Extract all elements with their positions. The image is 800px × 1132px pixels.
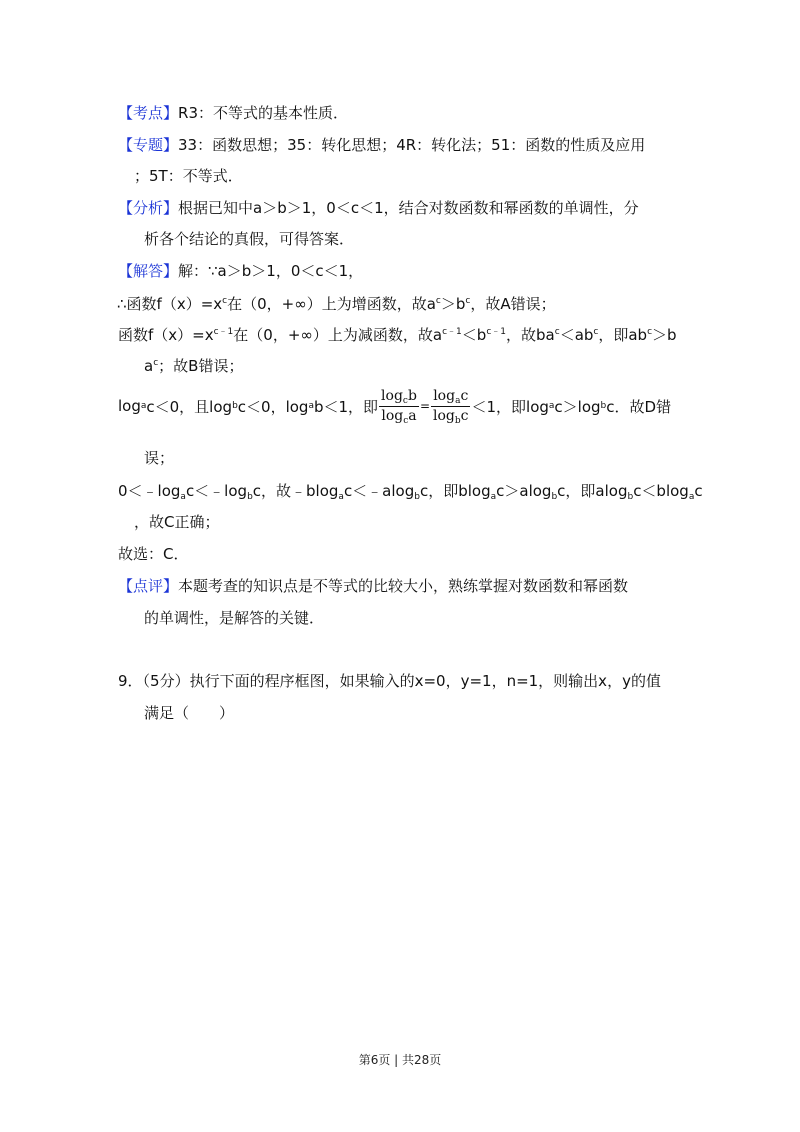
text-segment: c，故﹣blog [252, 482, 339, 500]
fenxi-line-2 [144, 229, 354, 249]
superscript: c [435, 296, 441, 306]
fraction-2-denominator [431, 407, 470, 425]
text-segment: ，故C正确； [134, 513, 220, 531]
fraction-1-denominator [379, 407, 419, 425]
subscript: b [454, 415, 461, 426]
text-segment: b [407, 387, 417, 404]
subscript: a [180, 492, 186, 502]
subscript: b [551, 492, 558, 502]
text-segment: log [433, 407, 455, 424]
text-segment: ，即ab [598, 326, 648, 344]
text-segment: ，故ba [506, 326, 555, 344]
dianping-line-2 [144, 608, 324, 628]
zhuanti-line-2 [134, 166, 243, 186]
text-segment: c．故D错 [606, 397, 672, 416]
fraction-1-numerator [379, 388, 419, 407]
question-9-text-2: 满足（ ） [144, 704, 235, 722]
fraction-2-numerator [431, 388, 470, 407]
text-segment: ；故B错误； [158, 357, 244, 375]
question-9-line-2 [144, 703, 234, 723]
solution-line-2 [118, 325, 677, 345]
superscript: c [554, 327, 560, 337]
text-segment: c＜0，log [237, 397, 309, 416]
text-segment: ＜ab [559, 326, 594, 344]
text-segment: 0＜﹣log [118, 482, 181, 500]
solution-line-3 [144, 356, 243, 376]
text-segment: ∴函数f（x）=x [117, 295, 223, 313]
answer-text: 故选：C． [118, 545, 189, 563]
text-segment: ＜1，即log [471, 397, 549, 416]
text-segment: c [460, 407, 469, 424]
text-segment: log [381, 407, 404, 424]
fenxi-tag: 【分析】 [118, 199, 179, 217]
solution-line-7 [134, 512, 219, 532]
text-segment: c，即alog [557, 482, 628, 500]
subscript: c [403, 415, 409, 426]
text-segment: log [381, 387, 403, 404]
subscript: a [490, 492, 497, 502]
superscript: c [222, 296, 228, 306]
solution-line-5 [144, 448, 174, 468]
equals-sign: = [419, 399, 430, 413]
superscript: c﹣1 [442, 327, 462, 337]
text-segment: 在（0，+∞）上为增函数，故a [227, 295, 436, 313]
jieda-intro: 解：∵a＞b＞1，0＜c＜1， [178, 262, 364, 280]
text-segment: c＜﹣log [185, 482, 248, 500]
text-segment: c＜0，且log [146, 397, 233, 416]
superscript: c [153, 358, 159, 368]
solution-line-4: log a c＜0，且log b c＜0，log a b＜1，即 $\frac{\log_cb}{\log_ca}$ = $\frac{\log_ac}{\log_bc}$ ＜1，即log a c＞log b c．故D错 [118, 387, 672, 426]
text-segment: c＞alog [496, 482, 552, 500]
superscript: c [593, 327, 599, 337]
zhuanti-text: 33：函数思想；35：转化思想；4R：转化法；51：函数的性质及应用 [178, 136, 646, 154]
text-segment: ＞b [440, 295, 466, 313]
fenxi-line [118, 198, 639, 218]
subscript: b [414, 492, 420, 502]
zhuanti-line [118, 135, 645, 155]
kaodian-line [118, 103, 348, 123]
dianping-text-2: 的单调性，是解答的关键． [144, 609, 325, 627]
fenxi-text-2: 析各个结论的真假，可得答案． [144, 230, 355, 248]
solution-line-8 [118, 544, 188, 564]
dianping-tag: 【点评】 [118, 577, 179, 595]
kaodian-tag: 【考点】 [118, 104, 179, 122]
text-segment: c，即blog [419, 482, 491, 500]
subscript: b [627, 492, 634, 502]
superscript: c [465, 296, 471, 306]
subscript: c [402, 395, 408, 406]
dianping-line [118, 576, 628, 596]
question-9-text: 9．（5分）执行下面的程序框图，如果输入的x=0，y=1，n=1，则输出x，y的值 [118, 672, 661, 690]
text-segment: c＜﹣alog [343, 482, 415, 500]
text-segment: ＞b [652, 326, 677, 344]
text-segment: log [433, 387, 456, 404]
question-9-line [118, 671, 661, 691]
text-segment: a [408, 407, 417, 424]
text-segment: c＞log [554, 397, 601, 416]
superscript: c [647, 327, 653, 337]
text-segment: c [694, 482, 703, 500]
kaodian-text: R3：不等式的基本性质． [178, 104, 348, 122]
subscript: a [338, 492, 344, 502]
text-segment: log [118, 397, 141, 415]
text-segment: a [144, 357, 154, 375]
fraction-1 [379, 388, 419, 425]
fraction-2 [431, 388, 470, 425]
zhuanti-tag: 【专题】 [118, 136, 179, 154]
fenxi-text: 根据已知中a＞b＞1，0＜c＜1，结合对数函数和幂函数的单调性，分 [178, 199, 639, 217]
jieda-tag: 【解答】 [118, 262, 179, 280]
text-segment: 误； [144, 449, 175, 467]
subscript: a [688, 492, 695, 502]
jieda-line [118, 261, 363, 281]
superscript: c﹣1 [486, 327, 507, 337]
zhuanti-text-2: ；5T：不等式． [134, 167, 243, 185]
subscript: a [455, 395, 461, 406]
text-segment: ＜b [461, 326, 487, 344]
page-footer: 第6页 | 共28页 [358, 1053, 442, 1067]
text-segment: b＜1，即 [313, 397, 379, 416]
superscript: c﹣1 [213, 327, 234, 337]
dianping-text: 本题考查的知识点是不等式的比较大小，熟练掌握对数函数和幂函数 [178, 577, 629, 595]
text-segment: c [460, 387, 469, 404]
text-segment: 在（0，+∞）上为减函数，故a [233, 326, 443, 344]
subscript: b [247, 492, 253, 502]
text-segment: c＜blog [633, 482, 689, 500]
text-segment: ，故A错误； [470, 295, 556, 313]
solution-line-1 [117, 294, 556, 314]
text-segment: 函数f（x）=x [118, 326, 214, 344]
solution-line-6 [118, 481, 703, 501]
